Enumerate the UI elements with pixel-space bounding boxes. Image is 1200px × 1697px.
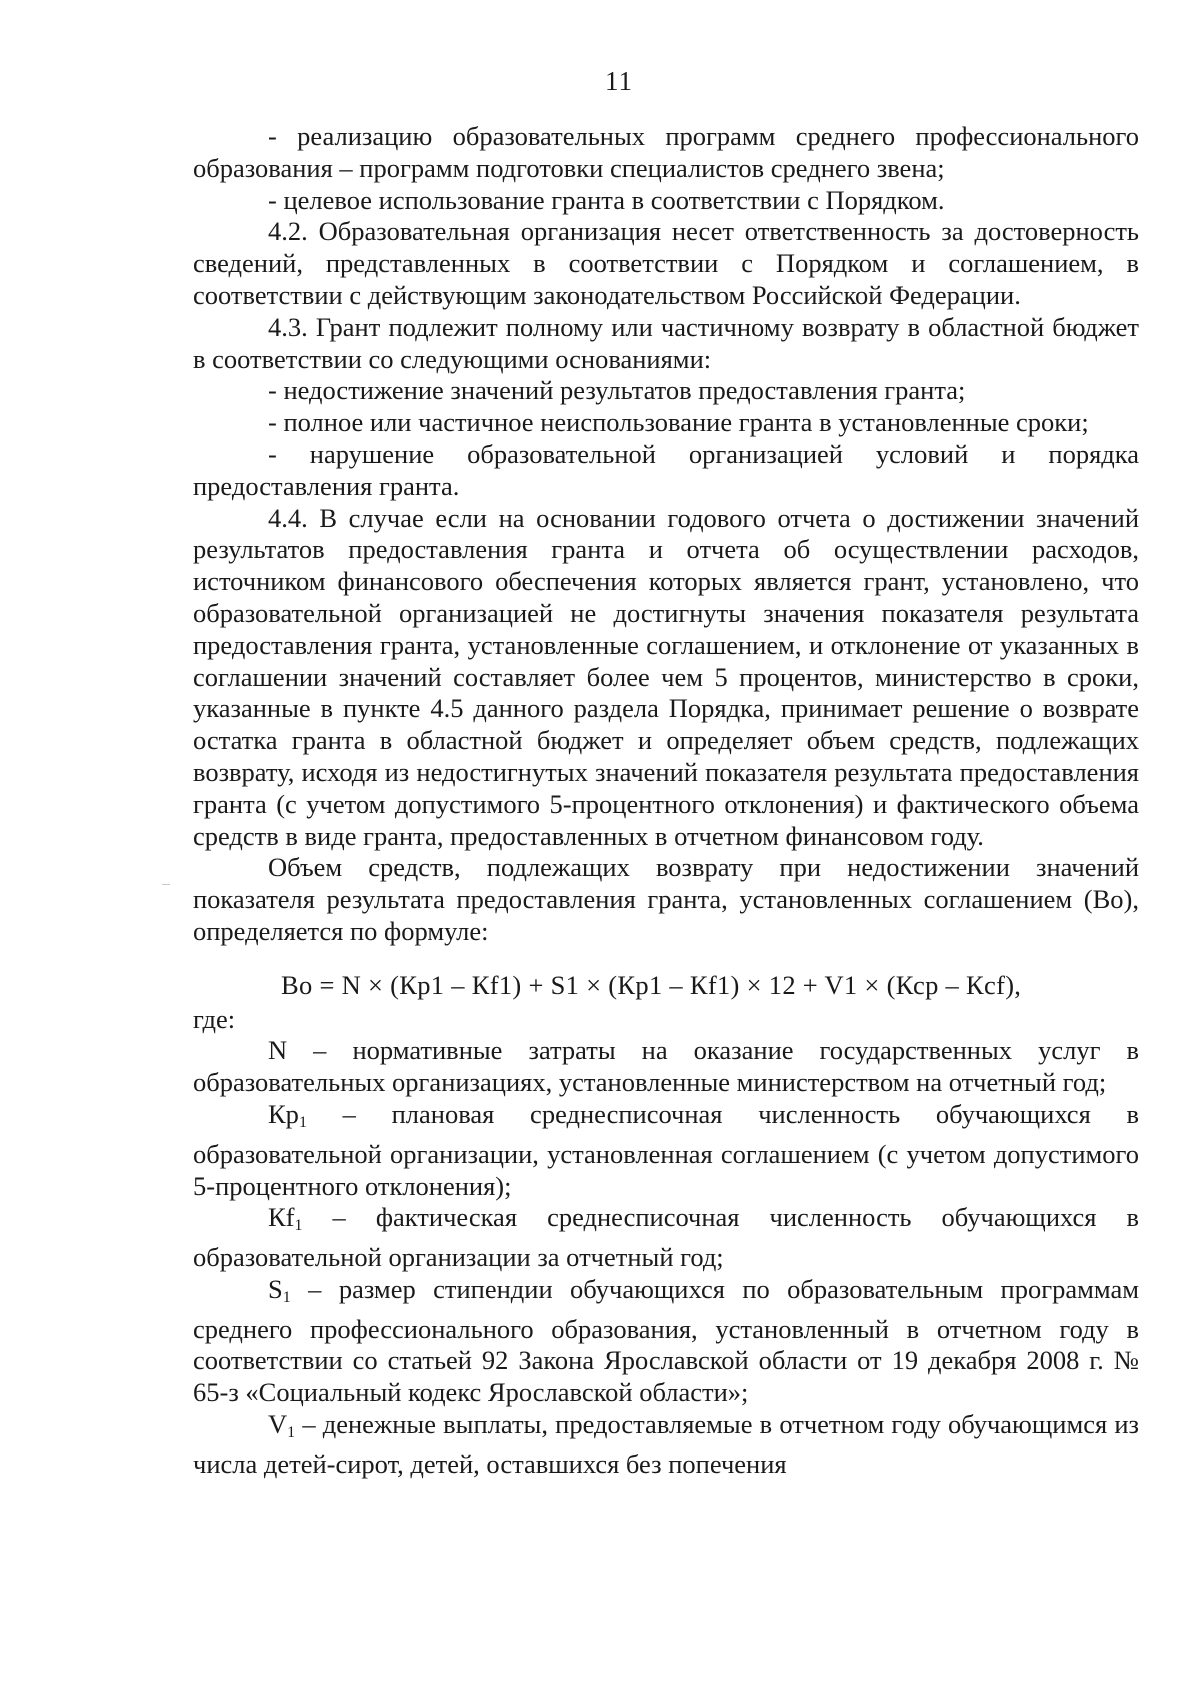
definition-s1 bbox=[193, 1274, 1139, 1409]
paragraph-return-volume: Объем средств, подлежащих возврату при недостижении значений показателя результата предоставления гранта, установленных соглашением (Во), определяется по формуле: bbox=[193, 852, 1139, 946]
symbol-s-subscript: 1 bbox=[282, 1288, 291, 1306]
scan-edge-mark bbox=[162, 884, 170, 885]
where-label: где: bbox=[193, 1003, 236, 1034]
document-body bbox=[193, 121, 1139, 1481]
symbol-kp: Кр bbox=[268, 1098, 299, 1129]
symbol-v: V bbox=[268, 1409, 288, 1440]
paragraph-4-2: 4.2. Образовательная организация несет ответственность за достоверность сведений, представленных в соответствии с Порядком и соглашением, в соответствии с действующим законодательством Российской Федерации. bbox=[193, 216, 1139, 310]
paragraph-ground-violation: - нарушение образовательной организацией условий и порядка предоставления гранта. bbox=[193, 438, 1139, 501]
definition-v1 bbox=[193, 1409, 1139, 1481]
definition-v1-text: – денежные выплаты, предоставляемые в отчетном году обучающимся из числа детей-сирот, детей, оставшихся без попечения bbox=[193, 1409, 1139, 1479]
paragraph-program-implementation: - реализацию образовательных программ среднего профессионального образования – программ подготовки специалистов среднего звена; bbox=[193, 121, 1139, 183]
definition-s1-text: – размер стипендии обучающихся по образовательным программам среднего профессионального образования, установленный в отчетном году в соответствии со статьей 92 Закона Ярославской области от 19 декабря 2008 г. № 65-з «Социальный кодекс Ярославской области»; bbox=[193, 1273, 1139, 1408]
symbol-s: S bbox=[268, 1273, 283, 1304]
paragraph-ground-not-achieved: - недостижение значений результатов предоставления гранта; bbox=[268, 375, 966, 406]
symbol-kf-subscript: 1 bbox=[294, 1217, 303, 1235]
symbol-v-subscript: 1 bbox=[287, 1424, 296, 1442]
symbol-n: N bbox=[268, 1035, 288, 1066]
page-number: 11 bbox=[605, 66, 633, 96]
symbol-kf: Кf bbox=[268, 1202, 295, 1233]
definition-kp1 bbox=[193, 1099, 1139, 1202]
definition-kf1-text: – фактическая среднесписочная численность обучающихся в образовательной организации за отчетный год; bbox=[193, 1202, 1139, 1273]
definition-n bbox=[193, 1035, 1139, 1099]
symbol-kp-subscript: 1 bbox=[298, 1113, 307, 1131]
paragraph-target-use: - целевое использование гранта в соответствии с Порядком. bbox=[268, 184, 945, 215]
paragraph-4-3: 4.3. Грант подлежит полному или частичному возврату в областной бюджет в соответствии со следующими основаниями: bbox=[193, 311, 1139, 374]
paragraph-ground-not-used: - полное или частичное неиспользование гранта в установленные сроки; bbox=[268, 407, 1089, 438]
definition-kf1 bbox=[193, 1202, 1139, 1274]
paragraph-4-4: 4.4. В случае если на основании годового отчета о достижении значений результатов предоставления гранта и отчета об осуществлении расходов, источником финансового обеспечения которых является грант, установлено, что образовательной организацией не достигнуты значения показателя результата предоставления гранта, установленные соглашением, и отклонение от указанных в соглашении значений составляет более чем 5 процентов, министерство в сроки, указанные в пункте 4.5 данного раздела Порядка, принимает решение о возврате остатка гранта в областной бюджет и определяет объем средств, подлежащих возврату, исходя из недостигнутых значений показателя результата предоставления гранта (с учетом допустимого 5-процентного отклонения) и фактического объема средств в виде гранта, предоставленных в отчетном финансовом году. bbox=[193, 502, 1139, 851]
definition-n-text: – нормативные затраты на оказание государственных услуг в образовательных организациях, установленные министерством на отчетный год; bbox=[193, 1035, 1139, 1098]
return-formula: Во = N × (Кр1 – Кf1) + S1 × (Кр1 – Кf1) × 12 + V1 × (Кср – Кcf), bbox=[281, 969, 1022, 1000]
definition-kp1-text: – плановая среднесписочная численность обучающихся в образовательной организации, установленная соглашением (с учетом допустимого 5-процентного отклонения); bbox=[193, 1098, 1139, 1201]
